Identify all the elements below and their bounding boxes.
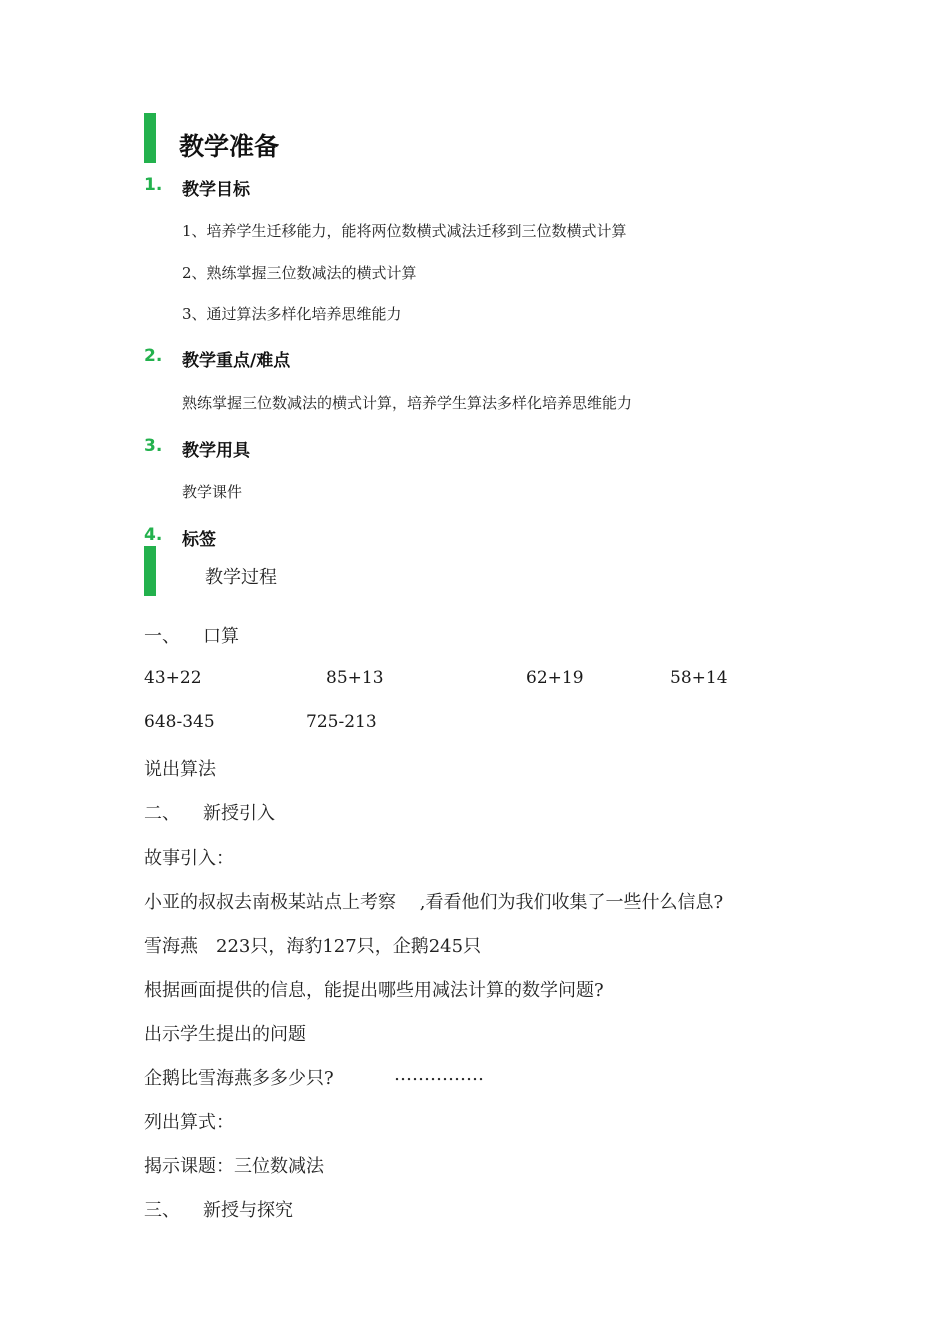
goal-line: 2、熟练掌握三位数减法的横式计算 <box>182 264 417 282</box>
calc-item: 58+14 <box>670 668 728 688</box>
goal-line: 3、通过算法多样化培养思维能力 <box>182 305 402 323</box>
goal-line: 1、培养学生迁移能力，能将两位数横式减法迁移到三位数横式计算 <box>182 222 627 240</box>
tools-line: 教学课件 <box>182 483 243 501</box>
focus-line: 熟练掌握三位数减法的横式计算，培养学生算法多样化培养思维能力 <box>182 394 633 412</box>
body-line: 故事引入： <box>144 848 234 869</box>
calc-item: 648-345 <box>144 712 215 732</box>
body-line: 根据画面提供的信息，能提出哪些用减法计算的数学问题? <box>144 980 604 1001</box>
calc-item: 43+22 <box>144 668 202 688</box>
process-title: 教学过程 <box>205 567 277 588</box>
section-number: 2. <box>144 346 163 366</box>
body-line: 说出算法 <box>144 759 216 780</box>
part-index: 三、 <box>144 1200 180 1221</box>
section-title: 标签 <box>182 530 216 550</box>
body-line: 雪海燕 223只，海豹127只，企鹅245只 <box>144 936 482 957</box>
section-number: 4. <box>144 525 163 545</box>
calc-item: 62+19 <box>526 668 584 688</box>
calc-item: 85+13 <box>326 668 384 688</box>
part-title: 新授与探究 <box>203 1200 293 1221</box>
part-title: 新授引入 <box>203 803 275 824</box>
section-title: 教学用具 <box>182 441 250 461</box>
body-line: 揭示课题：三位数减法 <box>144 1156 324 1177</box>
body-line: 列出算式： <box>144 1112 234 1133</box>
page-title: 教学准备 <box>179 132 280 161</box>
body-line: 小亚的叔叔去南极某站点上考察 ,看看他们为我们收集了一些什么信息? <box>144 892 724 913</box>
section-title: 教学目标 <box>182 180 250 200</box>
part-index: 一、 <box>144 626 180 647</box>
heading-accent-bar <box>144 113 156 163</box>
part-index: 二、 <box>144 803 180 824</box>
part-title: 口算 <box>203 626 239 647</box>
section-title: 教学重点/难点 <box>182 351 291 371</box>
process-accent-bar <box>144 546 156 596</box>
body-line: 出示学生提出的问题 <box>144 1024 306 1045</box>
calc-item: 725-213 <box>306 712 377 732</box>
body-line: 企鹅比雪海燕多多少只? <box>144 1068 334 1089</box>
section-number: 1. <box>144 175 163 195</box>
section-number: 3. <box>144 436 163 456</box>
ellipsis-dots: …………… <box>394 1064 484 1085</box>
